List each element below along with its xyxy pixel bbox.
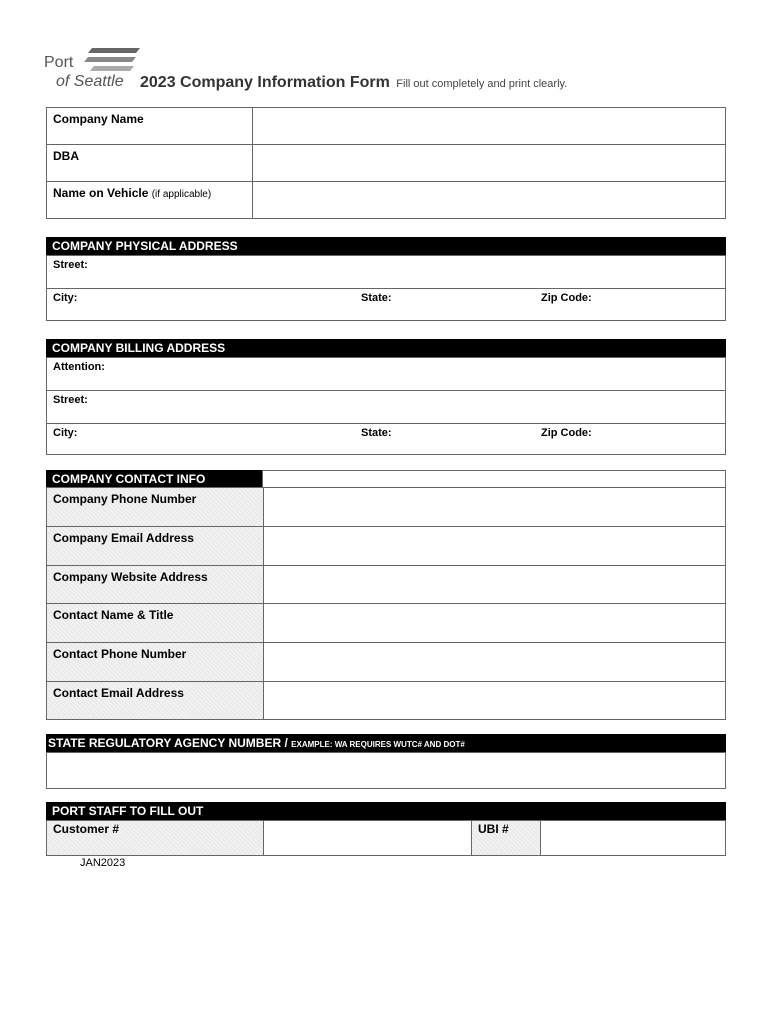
ubi-number-label: UBI # [472,821,541,856]
billing-state-label: State: [361,427,392,439]
form-instructions: Fill out completely and print clearly. [396,78,568,90]
billing-zip-label: Zip Code: [541,427,592,439]
company-name-label: Company Name [47,108,253,145]
physical-address-header: COMPANY PHYSICAL ADDRESS [46,237,726,255]
billing-attention-label: Attention: [53,361,105,373]
contact-phone-field[interactable] [264,643,726,682]
billing-city-label: City: [53,427,78,439]
vehicle-name-note: (if applicable) [151,189,212,200]
contact-phone-label: Contact Phone Number [47,643,264,682]
contact-name-label: Contact Name & Title [47,604,264,643]
physical-city-label: City: [53,292,78,304]
contact-name-field[interactable] [264,604,726,643]
physical-street-field[interactable] [46,255,726,289]
billing-address-header: COMPANY BILLING ADDRESS [46,339,726,357]
regulatory-header-text: STATE REGULATORY AGENCY NUMBER / [48,736,288,750]
form-title [140,74,567,92]
company-email-label: Company Email Address [47,527,264,566]
ubi-number-field[interactable] [541,821,726,856]
vehicle-name-label: Name on Vehicle (if applicable) [47,182,253,219]
port-staff-header: PORT STAFF TO FILL OUT [46,802,471,820]
company-email-field[interactable] [264,527,726,566]
company-phone-field[interactable] [264,488,726,527]
port-staff-table [46,820,726,856]
physical-street-label: Street: [53,259,88,271]
logo-stripes-icon [84,44,144,76]
contact-info-header-spacer [262,470,726,488]
vehicle-name-field[interactable] [253,182,726,219]
customer-number-label: Customer # [47,821,264,856]
contact-info-table [46,487,726,720]
contact-email-label: Contact Email Address [47,682,264,720]
regulatory-header [46,734,726,752]
physical-state-label: State: [361,292,392,304]
port-of-seattle-logo [44,44,144,92]
dba-field[interactable] [253,145,726,182]
physical-zip-label: Zip Code: [541,292,592,304]
form-title-text: 2023 Company Information Form [140,74,390,91]
revision-date: JAN2023 [80,857,126,869]
company-phone-label: Company Phone Number [47,488,264,527]
port-staff-header-extension [470,802,726,820]
physical-city-row[interactable] [46,288,726,321]
regulatory-number-field[interactable] [46,752,726,789]
contact-email-field[interactable] [264,682,726,720]
dba-label: DBA [47,145,253,182]
billing-street-field[interactable] [46,390,726,424]
regulatory-example: EXAMPLE: WA REQUIRES WUTC# AND DOT# [291,740,465,749]
billing-attention-field[interactable] [46,357,726,391]
company-website-label: Company Website Address [47,566,264,604]
billing-city-row[interactable] [46,423,726,455]
customer-number-field[interactable] [264,821,472,856]
company-name-table [46,107,726,219]
company-name-field[interactable] [253,108,726,145]
logo-seattle-text: of Seattle [56,73,124,90]
billing-street-label: Street: [53,394,88,406]
company-website-field[interactable] [264,566,726,604]
contact-info-header: COMPANY CONTACT INFO [46,470,263,488]
logo-port-text: Port [44,54,74,71]
